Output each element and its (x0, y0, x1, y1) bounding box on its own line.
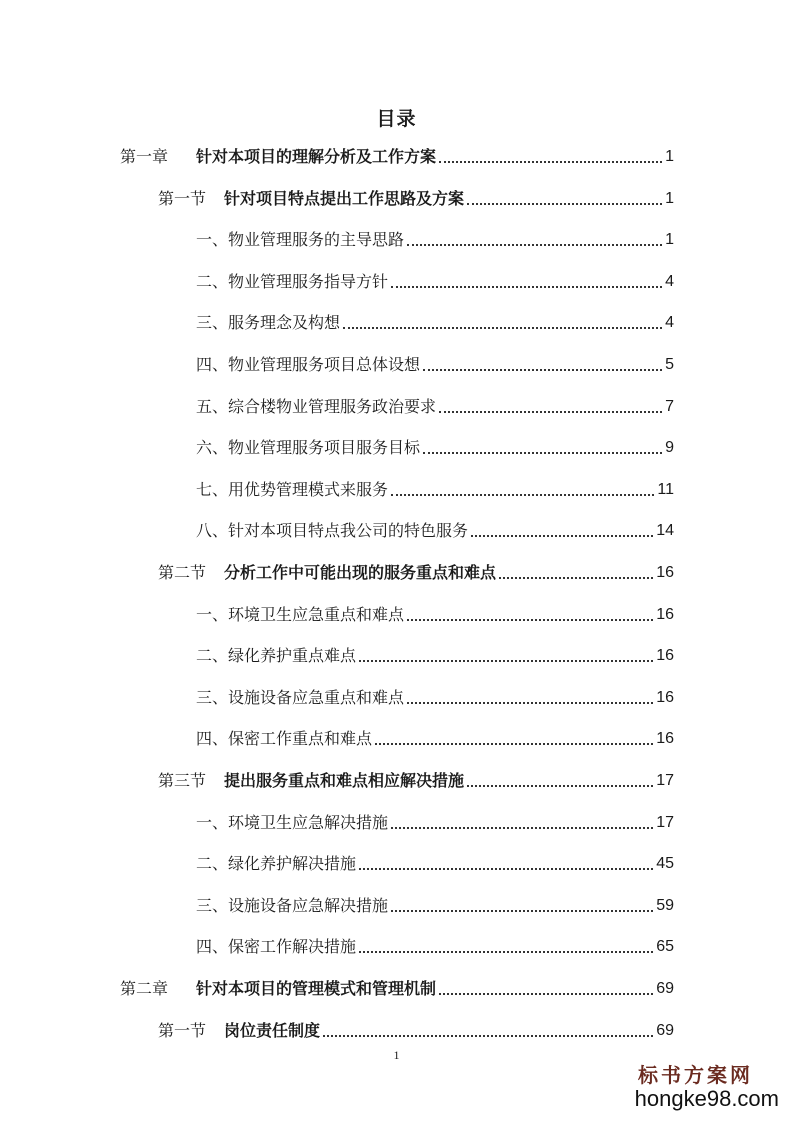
toc-dot-leader (391, 909, 653, 912)
toc-entry-title: 针对本项目的理解分析及工作方案 (196, 147, 437, 166)
toc-entry[interactable] (196, 471, 674, 501)
toc-dot-leader (439, 160, 662, 163)
toc-entry-page: 5 (665, 356, 674, 373)
toc-entry[interactable] (196, 263, 674, 293)
toc-entry-page: 16 (656, 730, 674, 748)
toc-dot-leader (467, 784, 653, 787)
toc-dot-leader (359, 659, 653, 662)
toc-entry-title: 二、绿化养护解决措施 (196, 854, 357, 874)
toc-entry-title: 六、物业管理服务项目服务目标 (196, 438, 421, 458)
toc-entry[interactable] (196, 388, 674, 418)
toc-dot-leader (423, 368, 662, 371)
toc-entry[interactable] (196, 596, 674, 626)
toc-entry-number: 第二章 (120, 979, 169, 998)
toc-entry-page: 16 (656, 647, 674, 665)
toc-entry-page: 16 (656, 605, 674, 623)
toc-dot-leader (391, 826, 653, 829)
toc-entry-page: 1 (665, 148, 674, 165)
toc-dot-leader (407, 243, 662, 246)
toc-entry[interactable] (196, 804, 674, 834)
toc-entry-title: 三、设施设备应急解决措施 (196, 895, 389, 915)
toc-dot-leader (343, 326, 662, 329)
toc-entry[interactable] (120, 970, 674, 1000)
toc-entry[interactable] (196, 346, 674, 376)
toc-entry[interactable] (196, 512, 674, 542)
toc-entry-title: 一、环境卫生应急解决措施 (196, 812, 389, 832)
toc-entry-page: 16 (656, 688, 674, 706)
toc-entry-page: 45 (656, 855, 674, 873)
toc-entry-title: 四、保密工作重点和难点 (196, 729, 373, 749)
toc-entry[interactable] (196, 679, 674, 709)
toc-entry-page: 59 (656, 896, 674, 914)
toc-entry-page: 1 (665, 231, 674, 249)
toc-dot-leader (323, 1034, 653, 1037)
toc-entry-number: 第三节 (158, 771, 207, 790)
toc-dot-leader (439, 992, 653, 995)
toc-entry[interactable] (158, 554, 674, 584)
toc-entry-page: 69 (656, 1021, 674, 1039)
toc-entry-page: 69 (656, 980, 674, 997)
toc-entry-title: 四、物业管理服务项目总体设想 (196, 355, 421, 374)
toc-entry-page: 1 (665, 189, 674, 207)
toc-dot-leader (423, 451, 662, 454)
toc-entry[interactable] (196, 304, 674, 334)
toc-dot-leader (407, 618, 653, 621)
watermark (635, 1059, 779, 1112)
toc-entry[interactable] (196, 928, 674, 958)
toc-entry-title: 二、绿化养护重点难点 (196, 646, 357, 666)
toc-entry[interactable] (196, 429, 674, 459)
toc-entry-title: 七、用优势管理模式来服务 (196, 479, 389, 499)
toc-entry[interactable] (196, 845, 674, 875)
toc-entry-title: 提出服务重点和难点相应解决措施 (224, 771, 465, 790)
toc-entry-title: 五、综合楼物业管理服务政治要求 (196, 396, 437, 416)
toc-entry[interactable] (120, 138, 674, 168)
toc-entry-title: 分析工作中可能出现的服务重点和难点 (224, 563, 497, 582)
toc-entry[interactable] (196, 887, 674, 917)
toc-dot-leader (391, 493, 654, 496)
toc-entry-title: 三、服务理念及构想 (196, 313, 341, 333)
toc-entry-title: 针对本项目的管理模式和管理机制 (196, 979, 437, 998)
toc-entry-number: 第一节 (158, 1020, 207, 1040)
toc-entry-page: 17 (656, 813, 674, 831)
toc-entry-title: 针对项目特点提出工作思路及方案 (224, 188, 465, 208)
toc-entry-title: 二、物业管理服务指导方针 (196, 271, 389, 291)
toc-entry[interactable] (196, 221, 674, 251)
toc-entry-number: 第一节 (158, 188, 207, 208)
toc-entry-title: 四、保密工作解决措施 (196, 937, 357, 957)
toc-entry-page: 65 (656, 938, 674, 956)
toc-entry[interactable] (158, 1012, 674, 1042)
toc-entry-page: 14 (656, 522, 674, 540)
toc-entry[interactable] (158, 762, 674, 792)
toc-entry-title: 一、物业管理服务的主导思路 (196, 230, 405, 250)
toc-entry-page: 7 (665, 397, 674, 415)
toc-entry-number: 第一章 (120, 147, 169, 166)
page-number: 1 (393, 1048, 400, 1062)
toc-dot-leader (391, 285, 662, 288)
toc-entry-title: 八、针对本项目特点我公司的特色服务 (196, 521, 469, 541)
toc-entry[interactable] (158, 180, 674, 210)
toc-dot-leader (439, 410, 662, 413)
toc-dot-leader (375, 742, 653, 745)
toc-title: 目录 (376, 108, 417, 130)
toc-entry-page: 9 (665, 439, 674, 457)
toc-dot-leader (407, 701, 653, 704)
toc-entry[interactable] (196, 637, 674, 667)
toc-entry-number: 第二节 (158, 563, 207, 582)
toc-entry-page: 16 (656, 564, 674, 581)
toc-entry-page: 11 (657, 480, 674, 498)
toc-entry-title: 岗位责任制度 (224, 1020, 321, 1040)
toc-entry-page: 4 (665, 314, 674, 332)
toc-entry[interactable] (196, 720, 674, 750)
toc-entry-title: 一、环境卫生应急重点和难点 (196, 604, 405, 624)
watermark-url: hongke98.com (634, 1086, 779, 1111)
toc-dot-leader (499, 576, 653, 579)
toc-dot-leader (359, 950, 653, 953)
toc-entry-page: 4 (665, 272, 674, 290)
toc-entry-title: 三、设施设备应急重点和难点 (196, 687, 405, 707)
toc-dot-leader (471, 534, 653, 537)
watermark-brand: 标书方案网 (638, 1063, 753, 1087)
toc-dot-leader (359, 867, 653, 870)
toc-entry-page: 17 (656, 772, 674, 789)
toc-dot-leader (467, 202, 662, 205)
